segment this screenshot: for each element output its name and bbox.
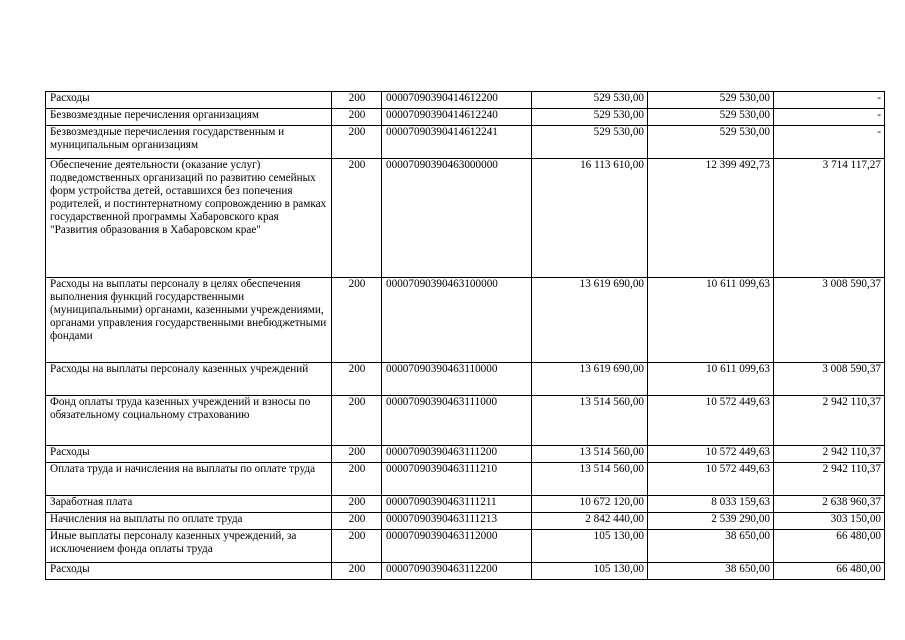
approved-amount-cell: 2 842 440,00	[532, 513, 648, 530]
row-name-cell: Заработная плата	[46, 496, 332, 513]
remaining-amount-cell: 3 714 117,27	[774, 159, 885, 278]
approved-amount-cell: 10 672 120,00	[532, 496, 648, 513]
remaining-amount-cell: 3 008 590,37	[774, 278, 885, 363]
line-code-cell: 200	[332, 278, 382, 363]
budget-classification-code-cell: 00007090390463111200	[382, 446, 532, 463]
line-code-cell: 200	[332, 396, 382, 446]
line-code-cell: 200	[332, 530, 382, 563]
table-row	[46, 463, 885, 496]
budget-classification-code-cell: 00007090390414612240	[382, 109, 532, 126]
line-code-cell: 200	[332, 496, 382, 513]
executed-amount-cell: 10 572 449,63	[648, 396, 774, 446]
approved-amount-cell: 105 130,00	[532, 563, 648, 580]
executed-amount-cell: 8 033 159,63	[648, 496, 774, 513]
approved-amount-cell: 13 619 690,00	[532, 278, 648, 363]
remaining-amount-cell: 303 150,00	[774, 513, 885, 530]
line-code-cell: 200	[332, 109, 382, 126]
budget-execution-table	[45, 91, 885, 580]
table-row	[46, 496, 885, 513]
executed-amount-cell: 529 530,00	[648, 109, 774, 126]
remaining-amount-cell: 3 008 590,37	[774, 363, 885, 396]
executed-amount-cell: 2 539 290,00	[648, 513, 774, 530]
budget-classification-code-cell: 00007090390463111213	[382, 513, 532, 530]
row-name-cell: Расходы на выплаты персоналу казенных учреждений	[46, 363, 332, 396]
remaining-amount-cell: 2 638 960,37	[774, 496, 885, 513]
table-row	[46, 530, 885, 563]
budget-classification-code-cell: 00007090390414612241	[382, 126, 532, 159]
budget-classification-code-cell: 00007090390463111211	[382, 496, 532, 513]
approved-amount-cell: 13 514 560,00	[532, 463, 648, 496]
executed-amount-cell: 10 611 099,63	[648, 363, 774, 396]
row-name-cell: Обеспечение деятельности (оказание услуг) подведомственных организаций по развитию семейных форм устройства детей, оставшихся без попечения родителей, и постинтернатному сопровождению в рамках государственной программы Хабаровского края "Развития образования в Хабаровском крае"	[46, 159, 332, 278]
remaining-amount-cell: -	[774, 109, 885, 126]
table-row	[46, 92, 885, 109]
budget-classification-code-cell: 00007090390463111000	[382, 396, 532, 446]
table-row	[46, 446, 885, 463]
approved-amount-cell: 105 130,00	[532, 530, 648, 563]
line-code-cell: 200	[332, 513, 382, 530]
budget-classification-code-cell: 00007090390414612200	[382, 92, 532, 109]
table-row	[46, 109, 885, 126]
table-body	[46, 92, 885, 580]
table-row	[46, 396, 885, 446]
approved-amount-cell: 529 530,00	[532, 109, 648, 126]
executed-amount-cell: 529 530,00	[648, 92, 774, 109]
line-code-cell: 200	[332, 92, 382, 109]
approved-amount-cell: 13 619 690,00	[532, 363, 648, 396]
remaining-amount-cell: -	[774, 92, 885, 109]
approved-amount-cell: 13 514 560,00	[532, 396, 648, 446]
line-code-cell: 200	[332, 463, 382, 496]
remaining-amount-cell: 66 480,00	[774, 530, 885, 563]
remaining-amount-cell: 2 942 110,37	[774, 463, 885, 496]
executed-amount-cell: 529 530,00	[648, 126, 774, 159]
approved-amount-cell: 16 113 610,00	[532, 159, 648, 278]
row-name-cell: Безвозмездные перечисления организациям	[46, 109, 332, 126]
budget-classification-code-cell: 00007090390463100000	[382, 278, 532, 363]
remaining-amount-cell: 66 480,00	[774, 563, 885, 580]
budget-classification-code-cell: 00007090390463000000	[382, 159, 532, 278]
budget-classification-code-cell: 00007090390463112200	[382, 563, 532, 580]
table-row	[46, 363, 885, 396]
remaining-amount-cell: 2 942 110,37	[774, 446, 885, 463]
row-name-cell: Расходы	[46, 563, 332, 580]
row-name-cell: Фонд оплаты труда казенных учреждений и взносы по обязательному социальному страхованию	[46, 396, 332, 446]
line-code-cell: 200	[332, 363, 382, 396]
remaining-amount-cell: 2 942 110,37	[774, 396, 885, 446]
row-name-cell: Начисления на выплаты по оплате труда	[46, 513, 332, 530]
table-row	[46, 126, 885, 159]
approved-amount-cell: 13 514 560,00	[532, 446, 648, 463]
line-code-cell: 200	[332, 563, 382, 580]
row-name-cell: Расходы на выплаты персоналу в целях обеспечения выполнения функций государственными (муниципальными) органами, казенными учреждениями, органами управления государственными внебюджетными фондами	[46, 278, 332, 363]
line-code-cell: 200	[332, 446, 382, 463]
executed-amount-cell: 10 611 099,63	[648, 278, 774, 363]
approved-amount-cell: 529 530,00	[532, 92, 648, 109]
executed-amount-cell: 10 572 449,63	[648, 446, 774, 463]
budget-classification-code-cell: 00007090390463110000	[382, 363, 532, 396]
executed-amount-cell: 38 650,00	[648, 563, 774, 580]
approved-amount-cell: 529 530,00	[532, 126, 648, 159]
table-row	[46, 513, 885, 530]
table-row	[46, 159, 885, 278]
budget-classification-code-cell: 00007090390463111210	[382, 463, 532, 496]
remaining-amount-cell: -	[774, 126, 885, 159]
executed-amount-cell: 10 572 449,63	[648, 463, 774, 496]
row-name-cell: Безвозмездные перечисления государственным и муниципальным организациям	[46, 126, 332, 159]
row-name-cell: Расходы	[46, 446, 332, 463]
row-name-cell: Иные выплаты персоналу казенных учреждений, за исключением фонда оплаты труда	[46, 530, 332, 563]
row-name-cell: Оплата труда и начисления на выплаты по оплате труда	[46, 463, 332, 496]
line-code-cell: 200	[332, 159, 382, 278]
budget-classification-code-cell: 00007090390463112000	[382, 530, 532, 563]
table-row	[46, 563, 885, 580]
line-code-cell: 200	[332, 126, 382, 159]
executed-amount-cell: 12 399 492,73	[648, 159, 774, 278]
table-row	[46, 278, 885, 363]
executed-amount-cell: 38 650,00	[648, 530, 774, 563]
row-name-cell: Расходы	[46, 92, 332, 109]
